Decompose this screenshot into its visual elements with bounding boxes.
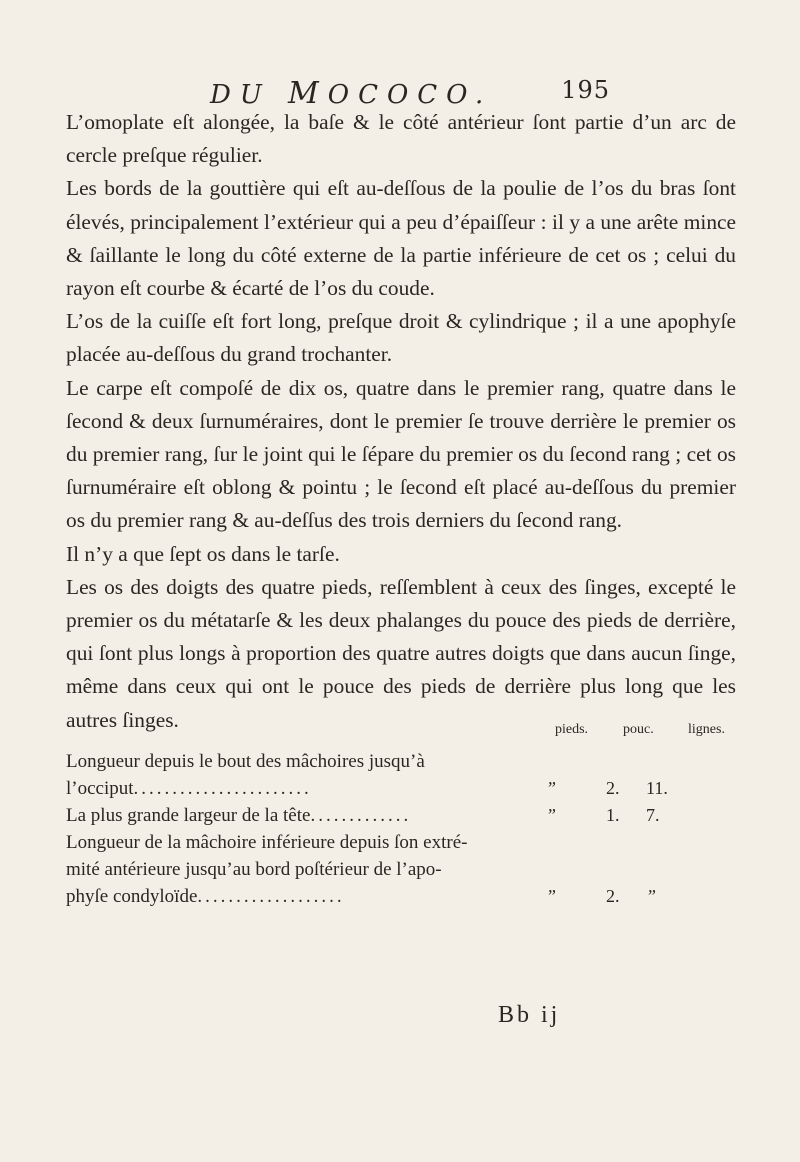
measurement-lines: 11. <box>646 778 668 798</box>
measurement-label: La plus grande largeur de la tête............. <box>66 805 412 826</box>
measurement-row <box>66 748 738 802</box>
measurement-row <box>66 829 738 910</box>
measurement-feet: ” <box>546 778 557 798</box>
running-head-rest: OCOCO. <box>327 80 493 110</box>
paragraph-cuisse: L’os de la cuiſſe eſt fort long, preſque droit & cylindrique ; il a une apophyſe placée au-deſſous du grand trochanter. <box>66 309 736 367</box>
paragraph-tarse: Il n’y a que ſept os dans le tarſe. <box>66 541 340 566</box>
measurement-lines: ” <box>646 886 657 906</box>
measurement-inches: 2. <box>606 886 620 906</box>
measurement-lines: 7. <box>646 805 660 825</box>
unit-feet: pieds. <box>555 722 589 737</box>
units-header <box>66 722 738 748</box>
paragraph-omoplate: L’omoplate eſt alongée, la baſe & le côté antérieur ſont partie d’un arc de cercle preſque régulier. <box>66 110 736 168</box>
measurement-label: Longueur de la mâchoire inférieure depuis ſon extré- mité antérieure jusqu’au bord poſtérieur de l’apo- phyſe condyloïde................... <box>66 832 468 907</box>
paragraph-doigts: Les os des doigts des quatre pieds, reſſemblent à ceux des ſinges, excepté le premier os du métatarſe & les deux phalanges du pouce des pieds de derrière, qui ſont plus longs à proportion des quatre autres doigts que dans aucun ſinge, même dans ceux qui ont le pouce des pieds de derrière plus long que les autres ſinges. <box>66 574 736 732</box>
page-header <box>210 76 610 111</box>
page-number: 195 <box>561 76 610 104</box>
measurement-feet: ” <box>546 886 557 906</box>
paragraph-carpe: Le carpe eſt compoſé de dix os, quatre dans le premier rang, quatre dans le ſecond & deux ſurnuméraires, dont le premier ſe trouve derrière le premier os du premier rang, ſur le joint qui le ſépare du premier os du ſecond rang ; cet os ſurnuméraire eſt oblong & pointu ; le ſecond eſt placé au-deſſous du premier os du premier rang & au-deſſus des trois derniers du ſecond rang. <box>66 375 736 533</box>
dot-leader: ............. <box>310 805 412 826</box>
measurement-inches: 1. <box>606 805 620 825</box>
running-head-du: DU <box>210 80 271 110</box>
dot-leader: ....................... <box>133 778 312 799</box>
measurement-row <box>66 802 738 829</box>
running-head-initial: M <box>288 76 328 111</box>
measurement-label: Longueur depuis le bout des mâchoires jusqu’à l’occiput....................... <box>66 751 425 799</box>
paragraph-gouttiere: Les bords de la gouttière qui eſt au-deſſous de la poulie de l’os du bras ſont élevés, principalement l’extérieur qui a peu d’épaiſſeur : il y a une arête mince & ſaillante le long du côté externe de la partie inférieure de cet os ; celui du rayon eſt courbe & écarté de l’os du coude. <box>66 176 736 301</box>
unit-lines: lignes. <box>688 722 725 737</box>
measurement-feet: ” <box>546 805 557 825</box>
body-text <box>66 106 736 737</box>
measurement-inches: 2. <box>606 778 620 798</box>
measurements-table <box>66 722 738 910</box>
signature-mark: Bb ij <box>498 1002 561 1028</box>
dot-leader: ................... <box>197 886 345 907</box>
unit-inches: pouc. <box>623 722 654 737</box>
